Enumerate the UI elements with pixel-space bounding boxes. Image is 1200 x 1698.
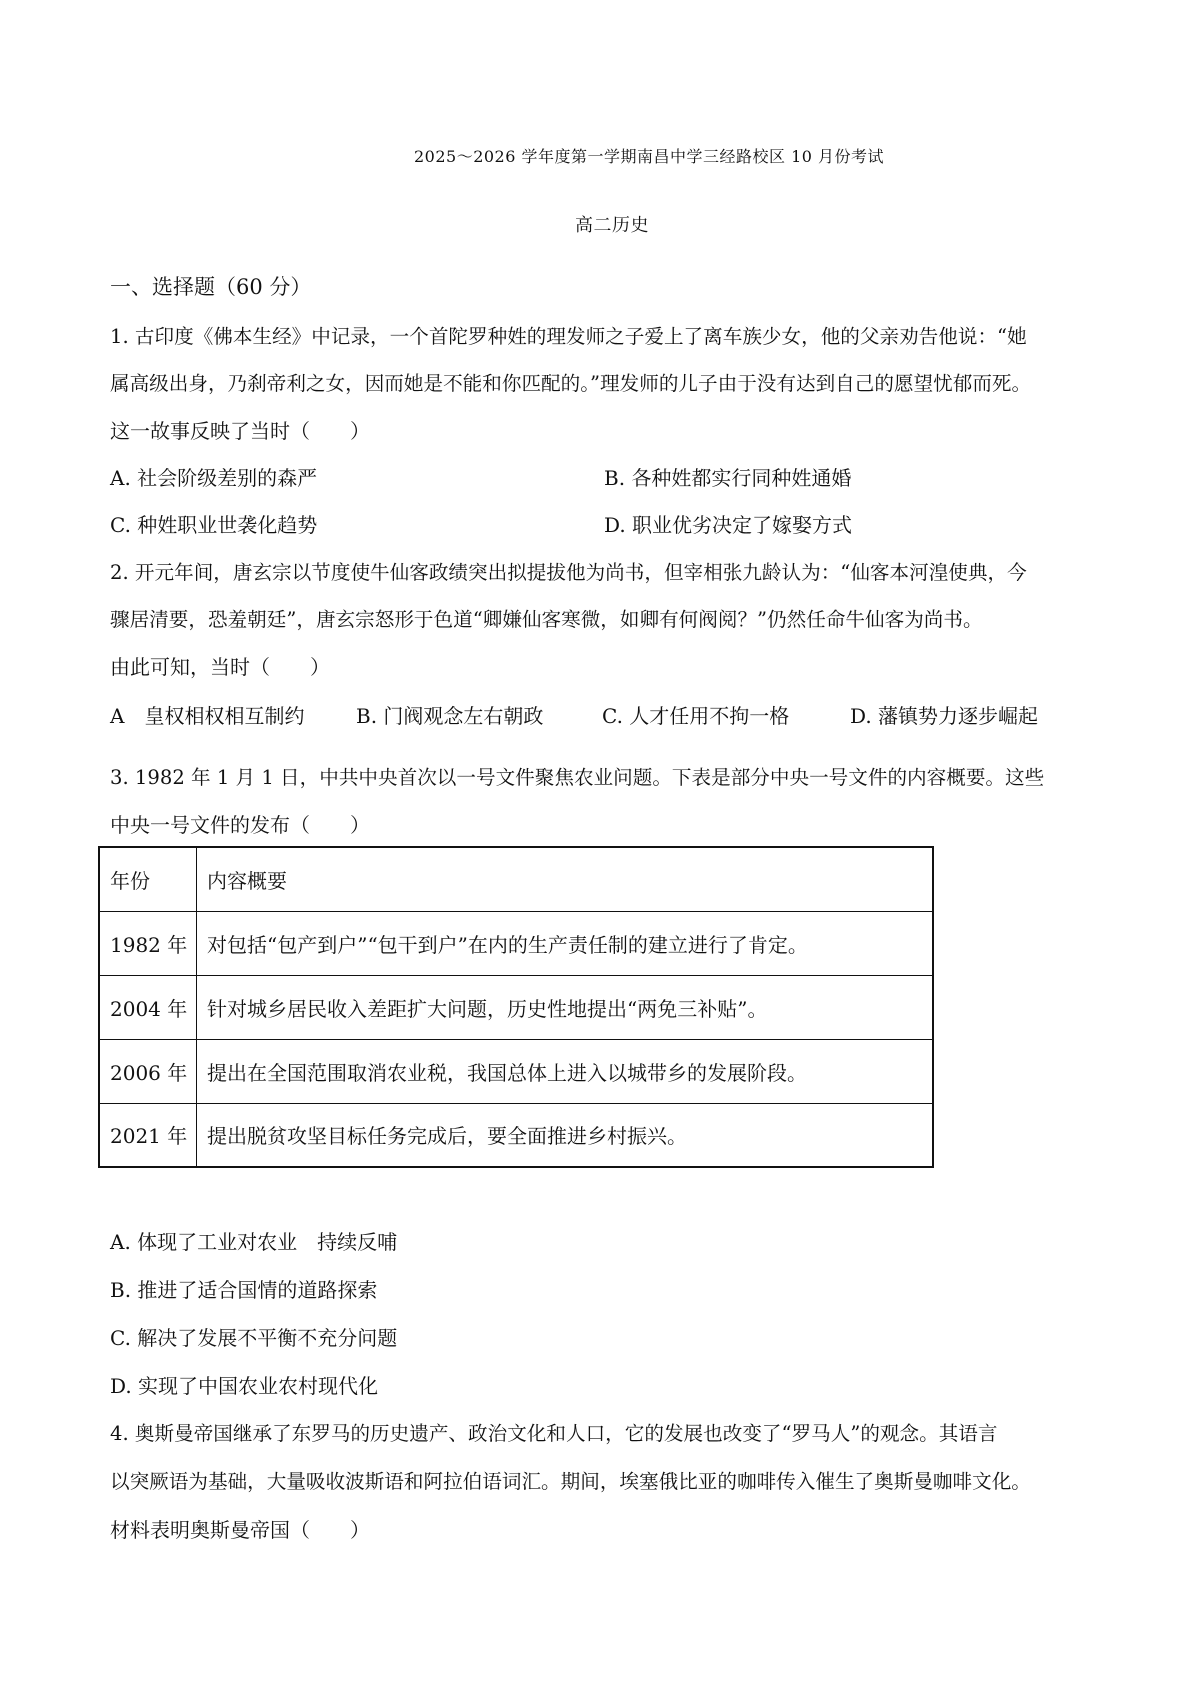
q1-line-2: 属高级出身，乃刹帝利之女，因而她是不能和你匹配的。”理发师的儿子由于没有达到自己的愿望忧郁而死。 xyxy=(110,372,1032,395)
q2-option-a[interactable]: A 皇权相权相互制约 xyxy=(110,704,305,728)
q1-line-1: 1. 古印度《佛本生经》中记录，一个首陀罗种姓的理发师之子爱上了离车族少女，他的父亲劝告他说：“她 xyxy=(110,325,1027,348)
q3-line-2: 中央一号文件的发布（ ） xyxy=(110,813,370,837)
q4-line-1: 4. 奥斯曼帝国继承了东罗马的历史遗产、政治文化和人口，它的发展也改变了“罗马人”的观念。其语言 xyxy=(110,1422,998,1445)
table-row xyxy=(99,1103,933,1167)
q3-option-d[interactable]: D. 实现了中国农业农村现代化 xyxy=(110,1374,379,1398)
section-heading: 一、选择题（60 分） xyxy=(110,275,312,299)
table-cell-year: 1982 年 xyxy=(99,911,197,975)
exam-title: 2025～2026 学年度第一学期南昌中学三经路校区 10 月份考试 xyxy=(413,147,885,166)
q2-line-2: 骤居清要，恐羞朝廷”，唐玄宗怒形于色道“卿嫌仙客寒微，如卿有何阀阅？”仍然任命牛仙客为尚书。 xyxy=(110,608,983,631)
table-row xyxy=(99,975,933,1039)
table-row xyxy=(99,911,933,975)
table-cell-content: 提出脱贫攻坚目标任务完成后，要全面推进乡村振兴。 xyxy=(197,1103,934,1167)
q2-option-d[interactable]: D. 藩镇势力逐步崛起 xyxy=(850,704,1039,728)
q2-option-b[interactable]: B. 门阀观念左右朝政 xyxy=(356,704,544,728)
q3-option-c[interactable]: C. 解决了发展不平衡不充分问题 xyxy=(110,1326,398,1350)
q4-line-3: 材料表明奥斯曼帝国（ ） xyxy=(110,1518,370,1542)
q2-option-c[interactable]: C. 人才任用不拘一格 xyxy=(602,704,790,728)
table-cell-year: 2006 年 xyxy=(99,1039,197,1103)
q1-option-c[interactable]: C. 种姓职业世袭化趋势 xyxy=(110,513,318,537)
table-row xyxy=(99,1039,933,1103)
q3-option-b[interactable]: B. 推进了适合国情的道路探索 xyxy=(110,1278,378,1302)
table-cell-year: 2004 年 xyxy=(99,975,197,1039)
q3-option-a[interactable]: A. 体现了工业对农业 持续反哺 xyxy=(110,1230,398,1254)
table-header-year: 年份 xyxy=(99,847,197,911)
q2-line-1: 2. 开元年间，唐玄宗以节度使牛仙客政绩突出拟提拔他为尚书，但宰相张九龄认为：“仙客本河湟使典，今 xyxy=(110,561,1027,584)
table-cell-year: 2021 年 xyxy=(99,1103,197,1167)
q2-line-3: 由此可知，当时（ ） xyxy=(110,655,330,679)
q1-line-3: 这一故事反映了当时（ ） xyxy=(110,419,370,443)
q4-line-2: 以突厥语为基础，大量吸收波斯语和阿拉伯语词汇。期间，埃塞俄比亚的咖啡传入催生了奥斯曼咖啡文化。 xyxy=(110,1470,1031,1493)
table-cell-content: 对包括“包产到户”“包干到户”在内的生产责任制的建立进行了肯定。 xyxy=(197,911,934,975)
q1-option-b[interactable]: B. 各种姓都实行同种姓通婚 xyxy=(604,466,852,490)
policy-table xyxy=(98,846,934,1168)
q3-line-1: 3. 1982 年 1 月 1 日，中共中央首次以一号文件聚焦农业问题。下表是部分中央一号文件的内容概要。这些 xyxy=(110,766,1045,789)
exam-subtitle: 高二历史 xyxy=(575,215,649,236)
table-header-content: 内容概要 xyxy=(197,847,934,911)
table-cell-content: 针对城乡居民收入差距扩大问题，历史性地提出“两免三补贴”。 xyxy=(197,975,934,1039)
table-cell-content: 提出在全国范围取消农业税，我国总体上进入以城带乡的发展阶段。 xyxy=(197,1039,934,1103)
table-header-row xyxy=(99,847,933,911)
q1-option-a[interactable]: A. 社会阶级差别的森严 xyxy=(110,466,318,490)
q1-option-d[interactable]: D. 职业优劣决定了嫁娶方式 xyxy=(604,513,853,537)
